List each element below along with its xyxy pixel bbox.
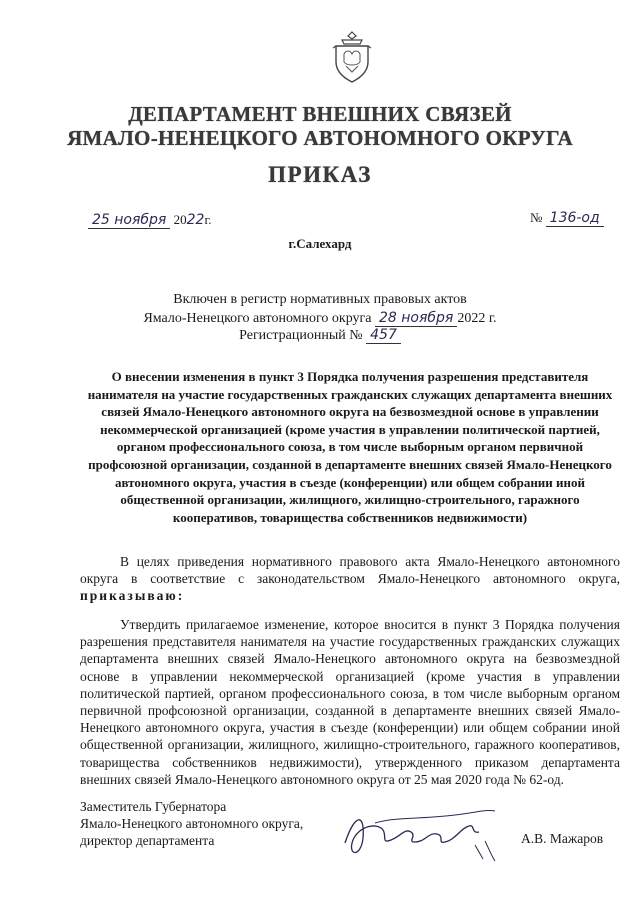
signatory-position [80, 798, 303, 849]
handwritten-date: 25 ноября [88, 212, 170, 229]
preamble-text: В целях приведения нормативного правового акта Ямало-Ненецкого автономного округа в соответствие с законодательством Ямало-Ненецкого автономного округа, [80, 554, 620, 587]
registry-line2-prefix: Ямало-Ненецкого автономного округа [143, 311, 372, 326]
signatory-position-line2: Ямало-Ненецкого автономного округа, [80, 816, 304, 831]
registry-line3 [0, 327, 640, 344]
year-prefix: 20 [173, 212, 187, 227]
registry-number-label: Регистрационный № [239, 328, 363, 343]
number-prefix: № [530, 210, 543, 225]
registry-line2 [0, 310, 640, 327]
city: г.Салехард [288, 236, 352, 251]
document-type: ПРИКАЗ [268, 162, 372, 187]
coat-of-arms-icon [330, 30, 374, 84]
document-title: О внесении изменения в пункт 3 Порядка получения разрешения представителя нанимателя на участие государственных гражданских служащих департамента внешних связей Ямало-Ненецкого автономного округа на безвозмездной основе в управлении некоммерческой организацией (кроме участия в управлении политической партией, органом профессионального союза, в том числе выборным органом первичной профсоюзной организации, созданной в департаменте внешних связей Ямало-Ненецкого автономного округа, участия в съезде (конференции) или общем собрании иной общественной организации, жилищного, жилищно-строительного, гаражного кооперативов, товарищества собственников недвижимости) [87, 369, 613, 525]
registry-handwritten-date: 28 ноября [375, 310, 457, 327]
signatory-position-line3: директор департамента [80, 833, 215, 848]
signatory-name: А.В. Мажаров [521, 831, 604, 846]
registry-line1: Включен в регистр нормативных правовых актов [173, 292, 467, 307]
order-keyword: приказываю: [80, 588, 185, 604]
year-suffix: г. [204, 212, 212, 227]
registry-line2-suffix: 2022 г. [457, 311, 497, 326]
main-paragraph: Утвердить прилагаемое изменение, которое вносится в пункт 3 Порядка получения разрешения представителя нанимателя на участие государственных гражданских служащих департамента внешних связей Ямало-Ненецкого автономного округа на безвозмездной основе в управлении некоммерческой организацией (кроме участия в управлении политической партией, органом профессионального союза, в том числе выборным органом первичной профсоюзной организации, созданной в департаменте внешних связей Ямало-Ненецкого автономного округа, участия в съезде (конференции) или общем собрании иной общественной организации, жилищного, жилищно-строительного, гаражного кооперативов, товарищества собственников недвижимости), утвержденного приказом департамента внешних связей Ямало-Ненецкого автономного округа от 25 мая 2020 года № 62-од. [80, 617, 620, 787]
registry-handwritten-number: 457 [366, 327, 401, 344]
document-number [530, 210, 604, 227]
handwritten-year-suffix: 22 [186, 212, 205, 228]
department-name-line1: ДЕПАРТАМЕНТ ВНЕШНИХ СВЯЗЕЙ [128, 102, 512, 126]
signatory-position-line1: Заместитель Губернатора [80, 799, 227, 814]
document-date [88, 212, 212, 229]
handwritten-signature [335, 803, 520, 868]
preamble-paragraph [80, 553, 620, 605]
handwritten-number: 136-од [546, 210, 604, 227]
department-name-line2: ЯМАЛО-НЕНЕЦКОГО АВТОНОМНОГО ОКРУГА [67, 126, 573, 150]
